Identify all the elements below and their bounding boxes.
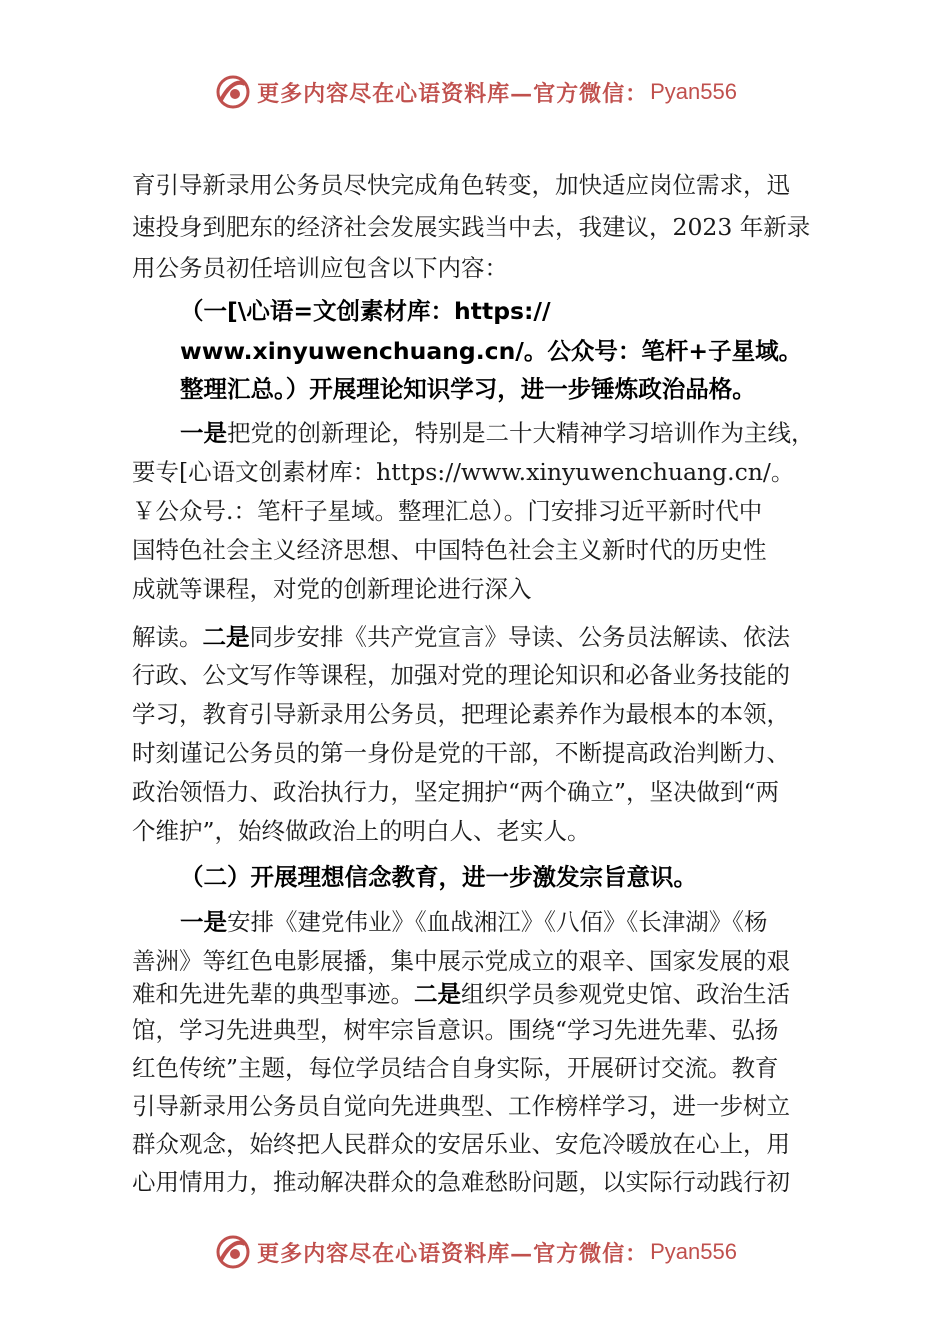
paragraph-line: 政治领悟力、政治执行力，坚定拥护“两个确立”，坚决做到“两 xyxy=(132,778,780,806)
paragraph-line: 时刻谨记公务员的第一身份是党的干部，不断提高政治判断力、 xyxy=(132,739,790,767)
text-line: 用公务员初任培训应包含以下内容： xyxy=(132,254,508,282)
paragraph-line: 解读。二是同步安排《共产党宣言》导读、公务员法解读、依法 xyxy=(132,623,790,651)
paragraph-line: 行政、公文写作等课程，加强对党的理论知识和必备业务技能的 xyxy=(132,661,790,689)
emphasis-lead: 一是 xyxy=(180,908,227,936)
paragraph-line: 成就等课程，对党的创新理论进行深入 xyxy=(132,575,532,603)
paragraph-line: 心用情用力，推动解决群众的急难愁盼问题，以实际行动践行初 xyxy=(132,1168,790,1196)
paragraph-line: 善洲》等红色电影展播，集中展示党成立的艰辛、国家发展的艰 xyxy=(132,947,790,975)
paragraph-line: 群众观念，始终把人民群众的安居乐业、安危冷暖放在心上，用 xyxy=(132,1130,790,1158)
emphasis-lead: 二是 xyxy=(414,980,461,1008)
section-heading-1: 整理汇总。）开展理论知识学习，进一步锤炼政治品格。 xyxy=(180,375,756,403)
emphasis-lead: 二是 xyxy=(202,623,250,651)
paragraph-line: 一是安排《建党伟业》《血战湘江》《八佰》《长津湖》《杨 xyxy=(180,908,768,936)
text-line: 速投身到肥东的经济社会发展实践当中去，我建议，2023 年新录 xyxy=(132,213,811,241)
brand-logo-icon xyxy=(213,72,253,112)
paragraph-line: 国特色社会主义经济思想、中国特色社会主义新时代的历史性 xyxy=(132,536,767,564)
paragraph-line: 要专[心语文创素材库：https://www.xinyuwenchuang.cn/。 xyxy=(132,458,795,486)
paragraph-line: 学习，教育引导新录用公务员，把理论素养作为最根本的本领， xyxy=(132,700,790,728)
paragraph-line: 红色传统”主题，每位学员结合自身实际，开展研讨交流。教育 xyxy=(132,1054,779,1082)
section-heading-1: www.xinyuwenchuang.cn/。公众号：笔杆+子星域。 xyxy=(180,337,803,365)
paragraph-line: 馆，学习先进典型，树牢宗旨意识。围绕“学习先进先辈、弘扬 xyxy=(132,1016,779,1044)
banner-wechat-id: Pyan556 xyxy=(650,1239,737,1264)
section-heading-1: （一[\心语=文创素材库：https:// xyxy=(180,297,551,325)
paragraph-line: ￥公众号.：笔杆子星域。整理汇总）。门安排习近平新时代中 xyxy=(132,497,763,525)
banner-wechat-id: Pyan556 xyxy=(650,79,737,104)
footer-banner xyxy=(0,1230,950,1274)
brand-logo-icon xyxy=(213,1232,253,1272)
paragraph-line: 一是把党的创新理论，特别是二十大精神学习培训作为主线， xyxy=(180,419,815,447)
section-heading-2: （二）开展理想信念教育，进一步激发宗旨意识。 xyxy=(180,863,697,891)
banner-text: 更多内容尽在心语资料库—官方微信： xyxy=(257,80,649,107)
paragraph-line: 引导新录用公务员自觉向先进典型、工作榜样学习，进一步树立 xyxy=(132,1092,790,1120)
paragraph-line: 难和先进先辈的典型事迹。二是组织学员参观党史馆、政治生活 xyxy=(132,980,790,1008)
banner-text: 更多内容尽在心语资料库—官方微信： xyxy=(257,1240,649,1267)
header-banner xyxy=(0,70,950,114)
paragraph-line: 个维护”，始终做政治上的明白人、老实人。 xyxy=(132,817,591,845)
text-line: 育引导新录用公务员尽快完成角色转变，加快适应岗位需求，迅 xyxy=(132,171,790,199)
emphasis-lead: 一是 xyxy=(180,419,227,447)
